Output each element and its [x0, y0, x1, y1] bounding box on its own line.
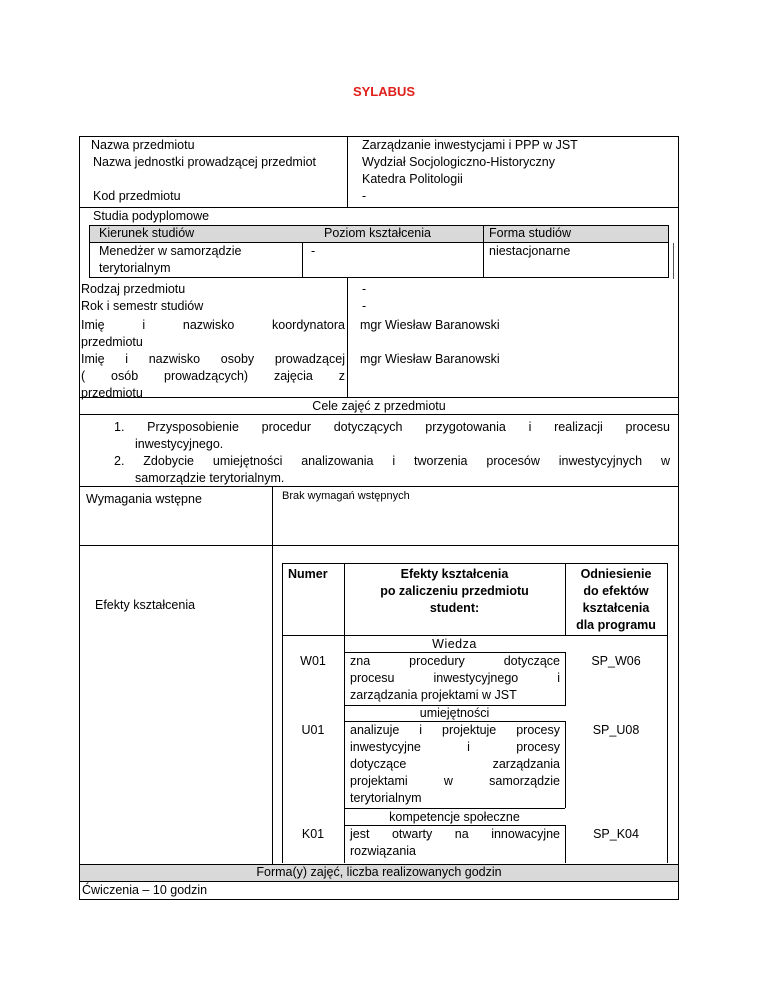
nazwa-przedmiotu-label: Nazwa przedmiotu	[91, 138, 195, 152]
efekty-header-line2: po zaliczeniu przedmiotu	[380, 584, 529, 598]
k01-number: K01	[301, 827, 325, 841]
w01-line2: procesu inwestycyjnego i	[350, 671, 560, 685]
u01-line1: analizuje i projektuje procesy	[350, 723, 560, 737]
wymagania-value: Brak wymagań wstępnych	[282, 490, 410, 502]
numer-header: Numer	[288, 567, 328, 581]
u01-line3: dotyczące zarządzania	[350, 757, 560, 771]
odniesienie-header-line1: Odniesienie	[580, 567, 652, 581]
prowadzacy-label-line2: ( osób prowadzących) zajęcia z	[81, 369, 345, 383]
k01-ref: SP_K04	[593, 827, 639, 841]
studia-podyplomowe-label: Studia podyplomowe	[93, 209, 210, 223]
odniesienie-header-line4: dla programu	[576, 618, 656, 632]
document-title: SYLABUS	[352, 84, 416, 99]
w01-line3: zarządzania projektami w JST	[350, 688, 517, 702]
kod-przedmiotu-label: Kod przedmiotu	[93, 189, 181, 203]
koordynator-label-line1: Imię i nazwisko koordynatora	[81, 318, 345, 332]
kompetencje-category: kompetencje społeczne	[389, 810, 520, 824]
umiejetnosci-category: umiejętności	[419, 706, 490, 720]
prowadzacy-label-line1: Imię i nazwisko osoby prowadzącej	[81, 352, 345, 366]
odniesienie-header-line2: do efektów	[583, 584, 649, 598]
w01-line1: zna procedury dotyczące	[350, 654, 560, 668]
kod-przedmiotu-value: -	[362, 189, 367, 203]
kierunek-header: Kierunek studiów	[99, 226, 195, 240]
forma-zajec-value: Ćwiczenia – 10 godzin	[82, 883, 208, 897]
wiedza-category: Wiedza	[432, 637, 477, 651]
kierunek-value-line1: Menedżer w samorządzie	[99, 244, 242, 258]
koordynator-value: mgr Wiesław Baranowski	[360, 318, 500, 332]
prowadzacy-label-line3: przedmiotu	[81, 386, 143, 400]
efekty-label: Efekty kształcenia	[95, 598, 196, 612]
forma-zajec-header: Forma(y) zajęć, liczba realizowanych godzin	[256, 865, 502, 879]
jednostka-label: Nazwa jednostki prowadzącej przedmiot	[93, 155, 317, 169]
k01-line1: jest otwarty na innowacyjne	[350, 827, 560, 841]
poziom-value: -	[311, 244, 316, 258]
w01-number: W01	[300, 654, 326, 668]
u01-ref: SP_U08	[592, 723, 640, 737]
jednostka-value-line1: Wydział Socjologiczno-Historyczny	[362, 155, 556, 169]
w01-ref: SP_W06	[591, 654, 641, 668]
cel-2-line2: samorządzie terytorialnym.	[135, 471, 285, 485]
cele-header: Cele zajęć z przedmiotu	[312, 399, 446, 413]
u01-line4: projektami w samorządzie	[350, 774, 560, 788]
odniesienie-header-line3: kształcenia	[582, 601, 650, 615]
k01-line2: rozwiązania	[350, 844, 417, 858]
cel-1-line2: inwestycyjnego.	[135, 437, 224, 451]
nazwa-przedmiotu-value: Zarządzanie inwestycjami i PPP w JST	[362, 138, 578, 152]
wymagania-label: Wymagania wstępne	[86, 492, 202, 506]
prowadzacy-value: mgr Wiesław Baranowski	[360, 352, 500, 366]
rok-value: -	[362, 299, 367, 313]
rodzaj-label: Rodzaj przedmiotu	[81, 282, 186, 296]
poziom-header: Poziom kształcenia	[324, 226, 431, 240]
efekty-header-line1: Efekty kształcenia	[400, 567, 509, 581]
koordynator-label-line2: przedmiotu	[81, 335, 143, 349]
rodzaj-value: -	[362, 282, 367, 296]
cel-2-line1: 2. Zdobycie umiejętności analizowania i tworzenia procesów inwestycyjnych w	[114, 454, 670, 468]
u01-line5: terytorialnym	[350, 791, 422, 805]
forma-value: niestacjonarne	[489, 244, 571, 258]
jednostka-value-line2: Katedra Politologii	[362, 172, 463, 186]
efekty-header-line3: student:	[429, 601, 480, 615]
u01-number: U01	[301, 723, 325, 737]
cel-1-line1: 1. Przysposobienie procedur dotyczących przygotowania i realizacji procesu	[114, 420, 670, 434]
u01-line2: inwestycyjne i procesy	[350, 740, 560, 754]
kierunek-value-line2: terytorialnym	[99, 261, 171, 275]
forma-header: Forma studiów	[489, 226, 571, 240]
rok-label: Rok i semestr studiów	[81, 299, 204, 313]
